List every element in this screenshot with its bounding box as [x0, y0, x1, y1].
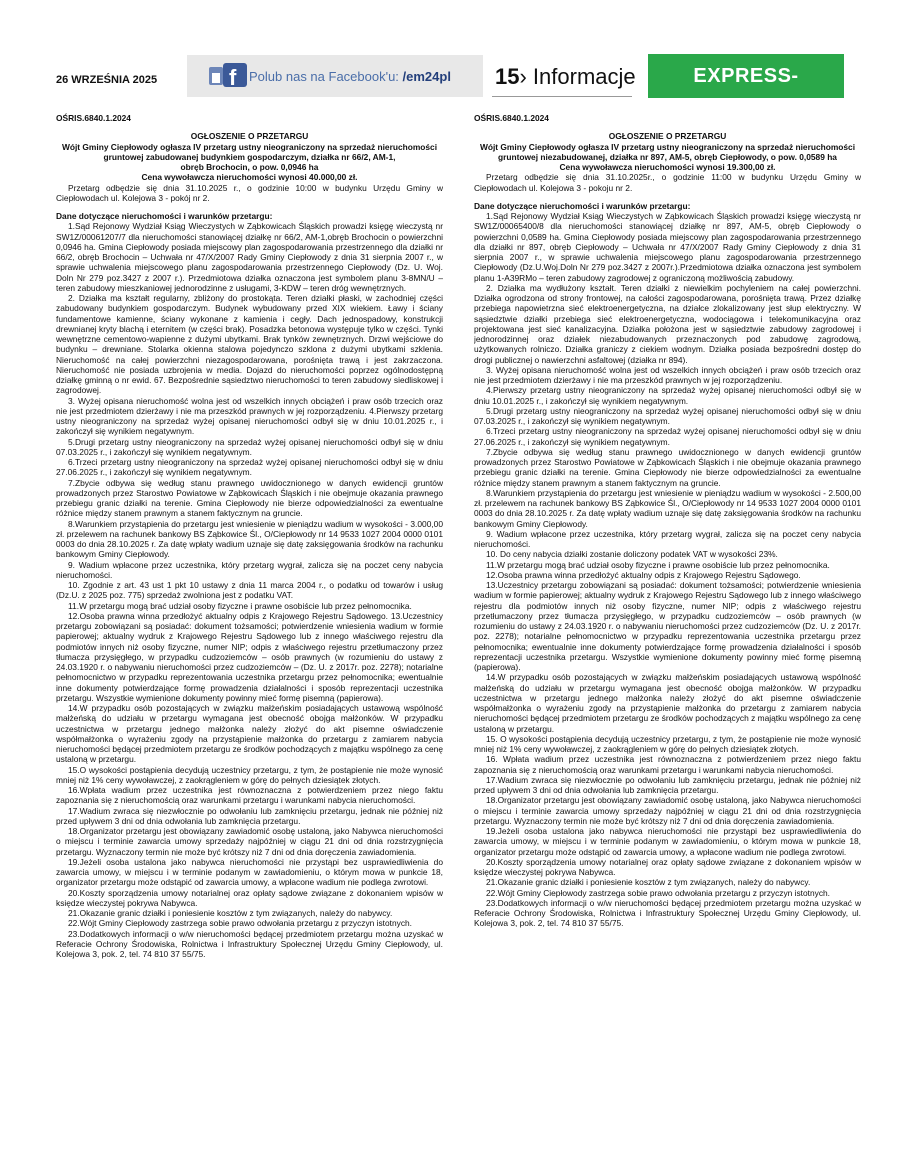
- left-p12: 12.Osoba prawna winna przedłożyć aktualny odpis z Krajowego Rejestru Sądowego. 13.Uczestnicy przetargu zobowiązani są posiadać: dokument tożsamości; potwierdzenie wniesienia wadium w formie papierowej; aktualny wydruk z Krajowego Rejestru Sądowego lub z innego właściwego rejestru dla podmiotów innych niż osoby fizyczne, numer NIP; odpis z właściwego rejestru przetłumaczony przez tłumacza przysięgłego, w przypadku cudzoziemców – osób prawnych (w rozumieniu do ustawy z 24.03.1920 r. o nabywaniu nieruchomości przez cudzoziemców – (Dz. U. z 2017r. poz. 2278); notarialne pełnomocnictwo w przypadku reprezentowania uczestnika przetargu przez pełnomocnika; ewentualnie inne dokumenty potwierdzające formę prowadzenia działalności i sposób reprezentacji uczestnika przetargu. Wszystkie wymienione dokumenty powinny mieć formę pisemną (papierowa).: [56, 610, 443, 703]
- left-p21: 21.Okazanie granic działki i poniesienie kosztów z tym związanych, należy do nabywcy.: [68, 908, 393, 918]
- left-p20: 20.Koszty sporządzenia umowy notarialnej oraz opłaty sądowe związane z dokonaniem wpisów w księdze wieczystej pokrywa Nabywca.: [56, 887, 443, 908]
- right-subtitle-1: Wójt Gminy Ciepłowody ogłasza IV przetarg ustny nieograniczony na sprzedaż nieruchomości gruntowej niezabudowanej, działka nr 897, AM-5, obręb Ciepłowody, o pow. 0,0589 ha: [479, 141, 856, 162]
- right-p2: 2. Działka ma wydłużony kształt. Teren działki z niewielkim pochyleniem na całej powierzchni. Działka ogrodzona od strony frontowej, na całości zagospodarowana, porośnięta trawą. Przez działkę przebiega napowietrzna sieć elektroenergetyczna, na działce zlokalizowany jest słup elektryczny. W sąsiedztwie działki przebiega sieć elektroenergetyczna, wodociągowa i telekomunikacyjna oraz projektowana jest sieć kanalizacyjna. Działka położona jest w sąsiedztwie zabudowy zagrodowej i jednorodzinnej oraz działek niezabudowanych przeznaczonych pod zabudowę zagrodową, użytkowanych rolniczo. Działka graniczy z ciekiem wodnym. Działka posiada bezpośredni dostęp do drogi publicznej o nawierzchni asfaltowej (działka nr 894).: [474, 282, 861, 365]
- facebook-label: Polub nas na Facebook'u:: [249, 69, 403, 84]
- right-p21: 21.Okazanie granic działki i poniesienie kosztów z tym związanych, należy do nabywcy.: [486, 877, 811, 888]
- left-subtitle-3: obręb Brochocin, o pow. 0,0946 ha: [180, 162, 319, 172]
- right-ref: OŚRIS.6840.1.2024: [474, 113, 549, 123]
- left-p5: 5.Drugi przetarg ustny nieograniczony na sprzedaż wyżej opisanej nieruchomości odbył się w dniu 07.03.2025 r., i zakończył się wynikiem negatywnym.: [56, 436, 443, 457]
- right-p4: 4.Pierwszy przetarg ustny nieograniczony na sprzedaż wyżej opisanej nieruchomości odbył się w dniu 10.01.2025 r., i zakończył się wynikiem negatywnym.: [474, 385, 861, 406]
- facebook-like-icon: [209, 63, 249, 89]
- left-p9: 9. Wadium wpłacone przez uczestnika, który przetarg wygrał, zalicza się na poczet ceny nabycia nieruchomości.: [56, 559, 443, 580]
- right-p17: 17.Wadium zwraca się niezwłocznie po odwołaniu lub zamknięciu przetargu, jednak nie później niż przed upływem 3 dni od dnia odwołania lub zamknięcia przetargu.: [474, 774, 861, 795]
- right-p23: 23.Dodatkowych informacji o w/w nieruchomości będącej przedmiotem przetargu można uzyskać w Referacie Ochrony Środowiska, Rolnictwa i Infrastruktury Społecznej Urzędu Gminy Ciepłowody, ul. Kolejowa 3, pok. 2, tel. 74 810 37 55/75.: [474, 897, 861, 929]
- left-p19: 19.Jeżeli osoba ustalona jako nabywca nieruchomości nie przystąpi bez usprawiedliwienia do zawarcia umowy, w miejscu i w terminie podanym w zawiadomieniu, o którym mowa w punkcie 18, organizator przetargu może odstąpić od zawarcia umowy, a wpłacone wadium nie podlega zwrotowi.: [56, 856, 443, 888]
- facebook-handle[interactable]: /em24pl: [402, 69, 451, 84]
- left-p11: 11.W przetargu mogą brać udział osoby fizyczne i prawne osobiście lub przez pełnomocnika.: [68, 600, 412, 611]
- right-p19: 19.Jeżeli osoba ustalona jako nabywca nieruchomości nie przystąpi bez usprawiedliwienia do zawarcia umowy, w miejscu i w terminie podanym w zawiadomieniu, o którym mowa w punkcie 18, organizator przetargu może odstąpić od zawarcia umowy, a wpłacone wadium nie podlega zwrotowi.: [474, 826, 861, 857]
- facebook-text: [249, 69, 451, 84]
- right-p16: 16. Wpłata wadium przez uczestnika jest równoznaczna z potwierdzeniem przez niego faktu zapoznania się z nieruchomością oraz warunkami przetargu i warunkami nabycia nieruchomości.: [474, 754, 861, 775]
- left-dane: Dane dotyczące nieruchomości i warunków przetargu:: [56, 211, 273, 221]
- svg-text:f: f: [229, 65, 237, 89]
- left-p15: 15.O wysokości postąpienia decydują uczestnicy przetargu, z tym, że postąpienie nie może wynosić mniej niż 1% ceny wywoławczej, z zaokrągleniem w górę do pełnych dziesiątek złotych.: [56, 764, 443, 785]
- left-p18: 18.Organizator przetargu jest obowiązany zawiadomić osobę ustaloną, jako Nabywca nieruchomości o miejscu i terminie zawarcia umowy sprzedaży najpóźniej w ciągu 21 dni od dnia rozstrzygnięcia przetargu. Wyznaczony termin nie może być krótszy niż 7 dni od dnia doręczenia zawiadomienia.: [56, 826, 443, 857]
- right-title: OGŁOSZENIE O PRZETARGU: [608, 131, 727, 142]
- left-ref: OŚRIS.6840.1.2024: [56, 113, 131, 123]
- right-p15: 15. O wysokości postąpienia decydują uczestnicy przetargu, z tym, że postąpienie nie może wynosić mniej niż 1% ceny wywoławczej, z zaokrągleniem w górę do pełnych dziesiątek złotych.: [474, 733, 861, 754]
- section-name: › Informacje: [519, 64, 636, 89]
- left-p17: 17.Wadium zwraca się niezwłocznie po odwołaniu lub zamknięciu przetargu, jednak nie później niż przed upływem 3 dni od dnia odwołania lub zamknięcia przetargu.: [56, 805, 443, 826]
- right-p1: 1.Sąd Rejonowy Wydział Ksiąg Wieczystych w Ząbkowicach Śląskich prowadzi księgę wieczystą nr SW1Z/00065400/8 dla nieruchomości stanowiącej działkę nr 897, AM-5, obręb Ciepłowody o powierzchni 0,0589 ha. Gmina Ciepłowody posiada miejscowy plan zagospodarowania przestrzennego dla działki nr 897, obręb Ciepłowody – Uchwała nr 47/X/2007 Rady Gminy Ciepłowody z dnia 31 sierpnia 2007 r., w sprawie uchwalenia miejscowego planu zagospodarowania przestrzennego Ciepłowody (Dz.U.Woj.Doln Nr 279 poz.3427 z 2007r.).Przedmiotowa działka oznaczona jest symbolem planu 1-A39RMo – teren zabudowy zagrodowej z ograniczoną możliwością zabudowy.: [474, 211, 861, 283]
- right-p14: 14.W przypadku osób pozostających w związku małżeńskim posiadających ustawową wspólność małżeńską do udziału w przetargu wymagana jest obecność obojga małżonków. W przypadku uczestnictwa w przetargu jednego małżonka należy złożyć do akt pisemne oświadczenie współmałżonka o wyrażeniu zgody na przystąpienie małżonka do przetargu z zamiarem nabycia nieruchomości będącej przedmiotem przetargu ze środków pochodzących z majątku wspólnego za cenę ustaloną w przetargu.: [474, 672, 861, 734]
- right-p12: 12.Osoba prawna winna przedłożyć aktualny odpis z Krajowego Rejestru Sądowego.: [486, 569, 801, 580]
- right-p5: 5.Drugi przetarg ustny nieograniczony na sprzedaż wyżej opisanej nieruchomości odbył się w dniu 07.03.2025 r., i zakończył się wynikiem negatywnym.: [474, 405, 861, 426]
- right-p13: 13.Uczestnicy przetargu zobowiązani są posiadać: dokument tożsamości; potwierdzenie wniesienia wadium w formie papierowej; aktualny wydruk z Krajowego Rejestru Sądowego lub z innego właściwego rejestru dla podmiotów innych niż osoby fizyczne, numer NIP; odpis z właściwego rejestru przetłumaczony przez tłumacza przysięgłego, w przypadku cudzoziemców – osób prawnych (w rozumieniu do ustawy z 24.03.1920 r. o nabywaniu nieruchomości przez cudzoziemców (Dz. U. z 2017r. poz. 2278); notarialne pełnomocnictwo w przypadku reprezentowania uczestnika przetargu przez pełnomocnika; ewentualnie inne dokumenty potwierdzające formę prowadzenia działalności i sposób reprezentacji uczestnika przetargu. Wszystkie wymienione dokumenty powinny mieć formę pisemną (papierowa).: [474, 580, 861, 672]
- left-p10: 10. Zgodnie z art. 43 ust 1 pkt 10 ustawy z dnia 11 marca 2004 r., o podatku od towarów i usług (Dz.U. z 2025 poz. 775) sprzedaż zwolniona jest z podatku VAT.: [56, 580, 443, 601]
- heading-underline: [492, 96, 632, 97]
- right-price: Cena wywoławcza nieruchomości wynosi 19.300,00 zł.: [559, 162, 776, 172]
- left-p2: 2. Działka ma kształt regularny, zbliżony do prostokąta. Teren działki płaski, w zachodniej części zabudowany budynkiem gospodarczym. Budynek wybudowany przed XIX wiekiem. Ławy i ściany fundamentowe kamienne, ściany wykonane z kamienia i cegły. Dach jednospadowy, konstrukcji drewnianej kryty blachą i eternitem (w części brak). Posadzka betonowa występuje tylko w części. Tynki wewnętrzne cementowo-wapienne z dużymi ubytkami. Brak tynków zewnętrznych. Drzwi wejściowe do budynku – drewniane. Stolarka okienna stalowa pojedynczo szklona z dużymi ubytkami szklenia. Nieruchomość na całej powierzchni niezagospodarowana, porośnięta trawą i jest zakrzaczona. Nieruchomość nie posiada uzbrojenia w media. Dojazd do nieruchomości poprzez ogólnodostępną działkę gminną o nr ewid. 67. Bezpośrednie sąsiedztwo nieruchomości to teren zabudowy siedliskowej i zagrodowej.: [56, 293, 443, 396]
- right-intro: Przetarg odbędzie się dnia 31.10.2025r., o godzinie 11:00 w budynku Urzędu Gminy w Ciepłowodach ul. Kolejowa 3 - pokoju nr 2.: [474, 172, 861, 193]
- right-p20: 20.Koszty sporządzenia umowy notarialnej oraz opłaty sądowe związane z dokonaniem wpisów w księdze wieczystej pokrywa Nabywca.: [474, 856, 861, 877]
- left-p14: 14.W przypadku osób pozostających w związku małżeńskim posiadających ustawową wspólność małżeńską do udziału w przetargu wymagana jest obecność obojga małżonków. W przypadku uczestnictwa w przetargu jednego małżonka należy złożyć do akt pisemne oświadczenie współmałżonka o wyrażeniu zgody na przystąpienie małżonka do przetargu z zamiarem nabycia nieruchomości będącej przedmiotem przetargu ze środków pochodzących z majątku wspólnego za cenę ustaloną w przetargu.: [56, 703, 443, 765]
- left-p6: 6.Trzeci przetarg ustny nieograniczony na sprzedaż wyżej opisanej nieruchomości odbył się w dniu 27.06.2025 r., i zakończył się wynikiem negatywnym.: [56, 457, 443, 478]
- left-p22: 22.Wójt Gminy Ciepłowody zastrzega sobie prawo odwołania przetargu z przyczyn istotnych.: [68, 918, 412, 929]
- right-p18: 18.Organizator przetargu jest obowiązany zawiadomić osobę ustaloną, jako Nabywca nieruchomości o miejscu i terminie zawarcia umowy sprzedaży najpóźniej w ciągu 21 dni od dnia rozstrzygnięcia przetargu. Wyznaczony termin nie może być krótszy niż 7 dni od dnia doręczenia zawiadomienia.: [474, 795, 861, 826]
- right-p8: 8.Warunkiem przystąpienia do przetargu jest wniesienie w pieniądzu wadium w wysokości - 2.500,00 zł. przelewem na rachunek bankowy BS Ząbkowice Śl., O/Ciepłowody nr 14 9533 1027 2004 0000 0101 0003 do dnia 28.10.2025 r. Za datę wpłaty wadium uznaje się datę zaksięgowania środków na rachunku bankowym Gminy Ciepłowody.: [474, 487, 861, 529]
- issue-date: 26 WRZEŚNIA 2025: [56, 74, 158, 86]
- left-p16: 16.Wpłata wadium przez uczestnika jest równoznaczna z potwierdzeniem przez niego faktu zapoznania się z nieruchomością oraz warunkami przetargu i warunkami nabycia nieruchomości.: [56, 785, 443, 806]
- right-p10: 10. Do ceny nabycia działki zostanie doliczony podatek VAT w wysokości 23%.: [486, 549, 778, 560]
- page-heading: [495, 64, 636, 90]
- right-p9: 9. Wadium wpłacone przez uczestnika, który przetarg wygrał, zalicza się na poczet ceny nabycia nieruchomości.: [474, 528, 861, 549]
- left-p7: 7.Zbycie odbywa się według stanu prawnego uwidocznionego w danych ewidencji gruntów prowadzonych przez Starostwo Powiatowe w Ząbkowicach Śląskich i nie obejmuje okazania prawnego przebiegu granic działki na terenie. Gmina Ciepłowody nie bierze odpowiedzialności za ewentualne różnice między stanem prawnym a stanem faktycznym na gruncie.: [56, 477, 443, 519]
- right-notice: [474, 113, 861, 1163]
- left-subtitle-1: Wójt Gminy Ciepłowody ogłasza IV przetarg ustny nieograniczony na sprzedaż nieruchomości: [61, 141, 438, 152]
- page-number: 15: [495, 64, 520, 89]
- right-p22: 22.Wójt Gminy Ciepłowody zastrzega sobie prawo odwołania przetargu z przyczyn istotnych.: [486, 887, 830, 898]
- facebook-banner[interactable]: [187, 55, 483, 97]
- left-p23: 23.Dodatkowych informacji o w/w nieruchomości będącej przedmiotem przetargu można uzyskać w Referacie Ochrony Środowiska, Rolnictwa i Infrastruktury Społecznej Urzędu Gminy Ciepłowody, ul. Kolejowa 3, pok. 2, tel. 74 810 37 55/75.: [56, 928, 443, 959]
- right-p11: 11.W przetargu mogą brać udział osoby fizyczne i prawne osobiście lub przez pełnomocnika.: [486, 559, 830, 570]
- right-p3: 3. Wyżej opisana nieruchomość wolna jest od wszelkich innych obciążeń i praw osób trzecich oraz nie jest przedmiotem dzierżawy i nie ma przeszkód prawnych w jej rozporządzeniu.: [474, 364, 861, 385]
- left-p8: 8.Warunkiem przystąpienia do przetargu jest wniesienie w pieniądzu wadium w wysokości - 3.000,00 zł. przelewem na rachunek bankowy BS Ząbkowice Śl., O/Ciepłowody nr 14 9533 1027 2004 0000 0101 0003 do dnia 28.10.2025 r. Za datę wpłaty wadium uznaje się datę zaksięgowania środków na rachunku bankowym Gminy Ciepłowody.: [56, 518, 443, 560]
- left-intro: Przetarg odbędzie się dnia 31.10.2025 r., o godzinie 10:00 w budynku Urzędu Gminy w Ciepłowodach ul. Kolejowa 3 - pokój nr 2.: [56, 182, 443, 203]
- left-subtitle-2: gruntowej zabudowanej budynkiem gospodarczym, działka nr 66/2, AM-1,: [103, 151, 396, 162]
- left-price: Cena wywoławcza nieruchomości wynosi 40.000,00 zł.: [141, 172, 358, 183]
- left-p3: 3. Wyżej opisana nieruchomość wolna jest od wszelkich innych obciążeń i praw osób trzecich oraz nie jest przedmiotem dzierżawy i nie ma przeszkód prawnych w jej rozporządzeniu. 4.Pierwszy przetarg ustny nieograniczony na sprzedaż wyżej opisanej nieruchomości odbył się w dniu 10.01.2025 r., i zakończył się wynikiem negatywnym.: [56, 395, 443, 437]
- right-p6: 6.Trzeci przetarg ustny nieograniczony na sprzedaż wyżej opisanej nieruchomości odbył się w dniu 27.06.2025 r., i zakończył się wynikiem negatywnym.: [474, 426, 861, 447]
- right-dane: Dane dotyczące nieruchomości i warunków przetargu:: [474, 200, 691, 211]
- right-p7: 7.Zbycie odbywa się według stanu prawnego uwidocznionego w danych ewidencji gruntów prowadzonych przez Starostwo Powiatowe w Ząbkowicach Śląskich i nie obejmuje okazania prawnego przebiegu granic działki na terenie. Gmina Ciepłowody nie bierze odpowiedzialności za ewentualne różnice między stanem prawnym a stanem faktycznym na gruncie.: [474, 446, 861, 488]
- left-title: OGŁOSZENIE O PRZETARGU: [190, 131, 309, 142]
- left-notice: [56, 113, 443, 1163]
- left-p1: 1.Sąd Rejonowy Wydział Ksiąg Wieczystych w Ząbkowicach Śląskich prowadzi księgę wieczystą nr SW1Z/00061207/7 dla nieruchomości stanowiącej działkę nr 66/2, AM-1,obręb Brochocin o powierzchni 0,0946 ha. Gmina Ciepłowody posiada miejscowy plan zagospodarowania przestrzennego dla działki nr 66/2, obręb Brochocin – Uchwała nr 47/X/2007 Rady Gminy Ciepłowody z dnia 31 sierpnia 2007 r., w sprawie uchwalenia miejscowego planu zagospodarowania przestrzennego Ciepłowody (Dz. U. Woj. Doln Nr 279 poz.3427 z 2007 r.). Przedmiotowa działka oznaczona jest symbolem planu 3-8MN/U – teren zabudowy mieszkaniowej jednorodzinne z usługami, 3-KDW – teren dróg wewnętrznych.: [56, 221, 443, 293]
- brand-logo[interactable]: EXPRESS-MIEJSKI.PL: [648, 54, 844, 98]
